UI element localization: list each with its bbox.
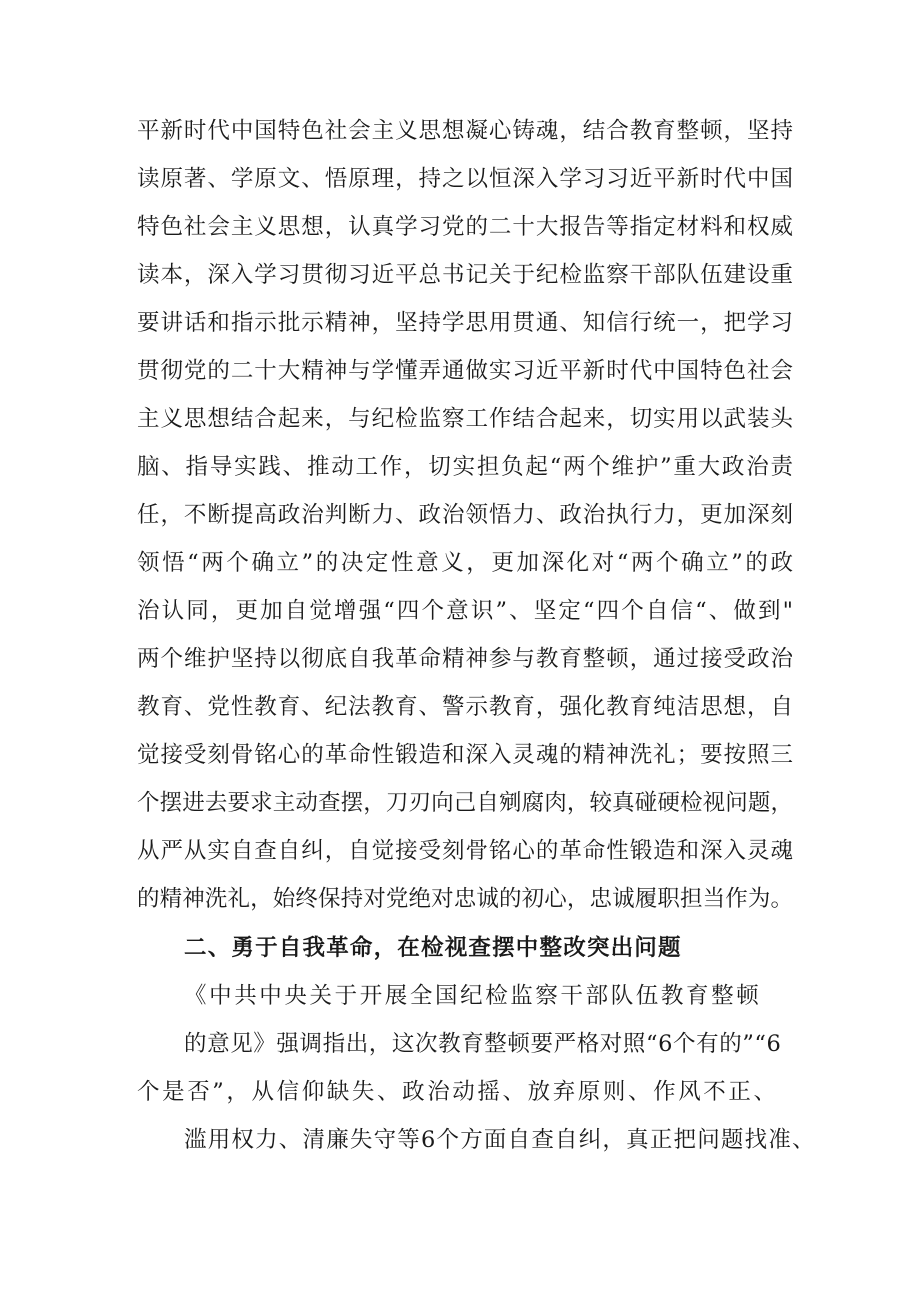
body-line: 两个维护坚持以彻底自我革命精神参与教育整顿，通过接受政治 (137, 646, 793, 672)
paragraph-line: 滥用权力、清廉失守等6个方面自查自纠，真正把问题找准、 (184, 1127, 816, 1153)
section-heading: 二、勇于自我革命，在检视查摆中整改突出问题 (184, 935, 682, 961)
paragraph-line: 《中共中央关于开展全国纪检监察干部队伍教育整顿 (184, 983, 762, 1009)
body-line: 读本，深入学习贯彻习近平总书记关于纪检监察干部队伍建设重 (137, 262, 793, 288)
body-line: 治认同，更加自觉增强“四个意识”、坚定“四个自信“、做到" (137, 598, 793, 624)
body-line: 任，不断提高政治判断力、政治领悟力、政治执行力，更加深刻 (137, 502, 793, 528)
body-line: 脑、指导实践、推动工作，切实担负起“两个维护”重大政治责 (137, 454, 793, 480)
body-line: 觉接受刻骨铭心的革命性锻造和深入灵魂的精神洗礼；要按照三 (137, 742, 793, 768)
paragraph-line: 的意见》强调指出，这次教育整顿要严格对照“6个有的”“6 (184, 1031, 782, 1057)
body-line: 领悟“两个确立”的决定性意义，更加深化对“两个确立”的政 (137, 550, 793, 576)
body-line: 特色社会主义思想，认真学习党的二十大报告等指定材料和权威 (137, 214, 793, 240)
body-line: 个摆进去要求主动查摆，刀刃向己自剜腐肉，较真碰硬检视问题， (137, 790, 793, 816)
body-line: 主义思想结合起来，与纪检监察工作结合起来，切实用以武装头 (137, 406, 793, 432)
body-line: 教育、党性教育、纪法教育、警示教育，强化教育纯洁思想，自 (137, 694, 793, 720)
body-line: 要讲话和指示批示精神，坚持学思用贯通、知信行统一，把学习 (137, 310, 793, 336)
body-line: 贯彻党的二十大精神与学懂弄通做实习近平新时代中国特色社会 (137, 358, 793, 384)
body-line: 从严从实自查自纠，自觉接受刻骨铭心的革命性锻造和深入灵魂 (137, 838, 793, 864)
body-line: 平新时代中国特色社会主义思想凝心铸魂，结合教育整顿，坚持 (137, 118, 793, 144)
body-line: 的精神洗礼，始终保持对党绝对忠诚的初心，忠诚履职担当作为。 (137, 886, 793, 912)
body-line: 读原著、学原文、悟原理，持之以恒深入学习习近平新时代中国 (137, 166, 793, 192)
paragraph-line: 个是否”，从信仰缺失、政治动摇、放弃原则、作风不正、 (137, 1079, 779, 1105)
